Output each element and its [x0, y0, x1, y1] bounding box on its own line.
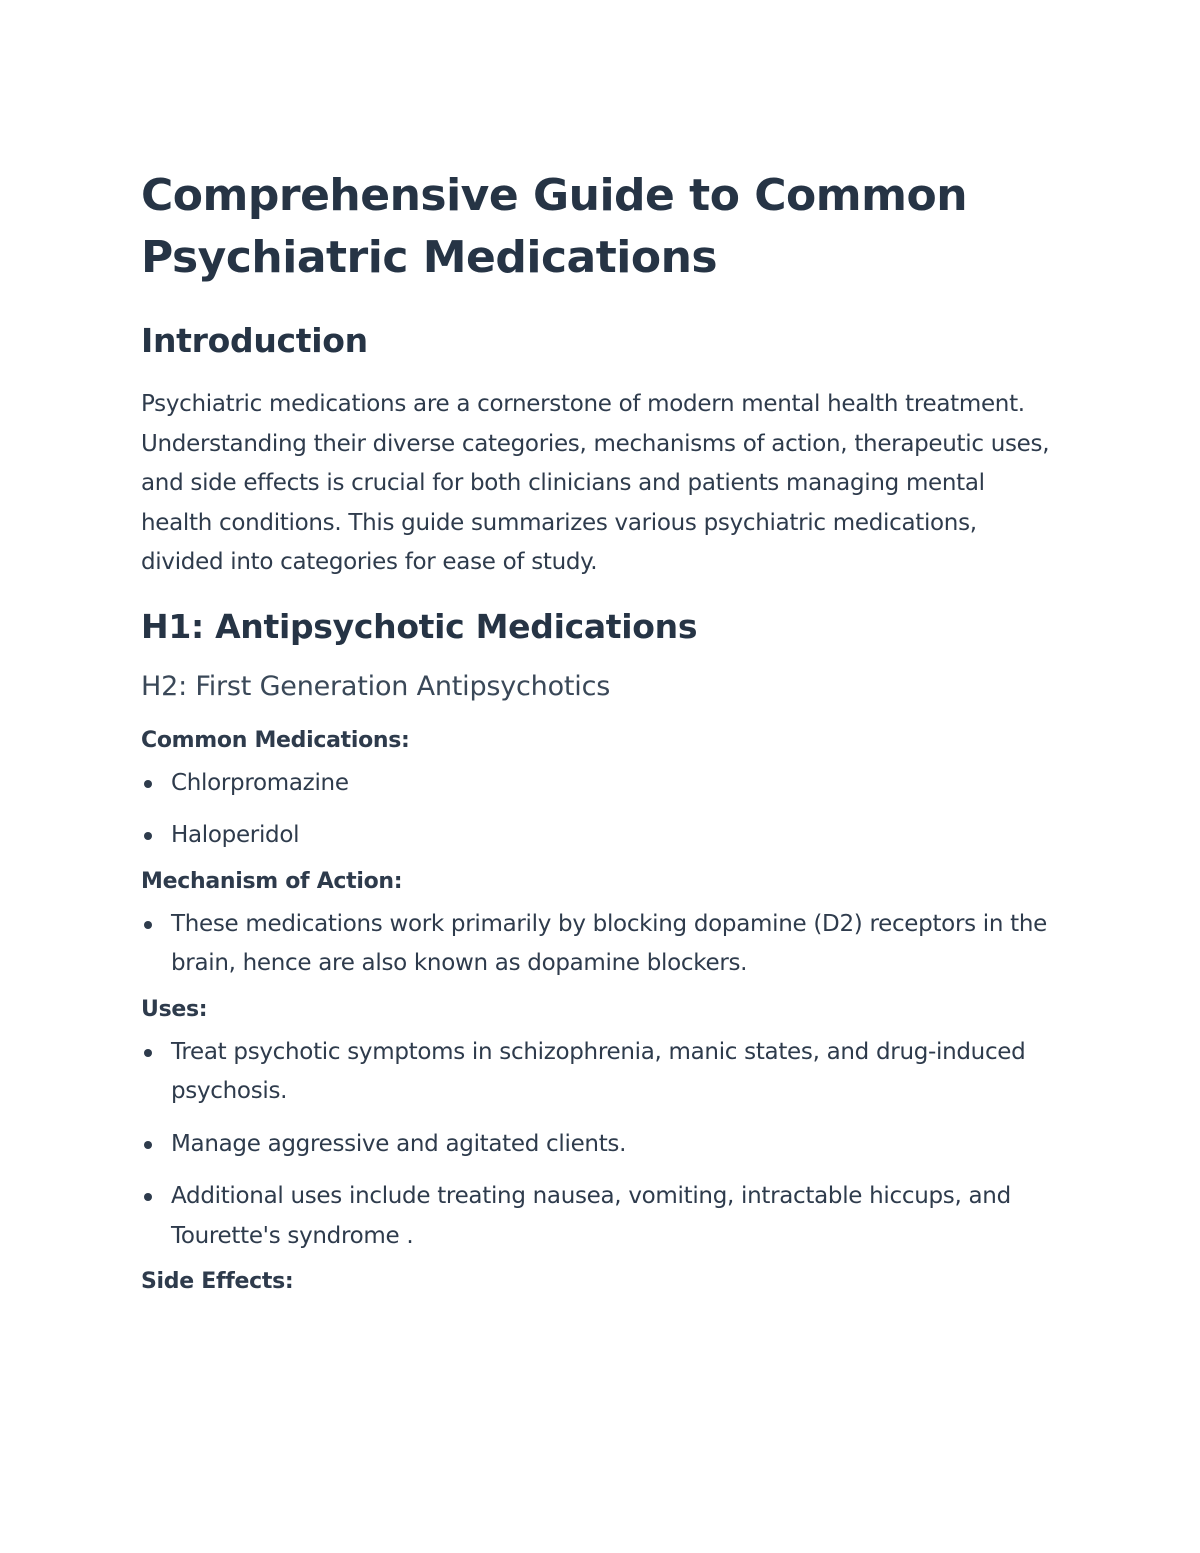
list-item: Additional uses include treating nausea, vomiting, intractable hiccups, and Tourette's syndrome . — [141, 1177, 1061, 1256]
introduction-paragraph: Psychiatric medications are a cornerstone of modern mental health treatment. Understanding their diverse categories, mechanisms of action, therapeutic uses, and side effects is crucial for both clinicians and patients managing mental health conditions. This guide summarizes various psychiatric medications, divided into categories for ease of study. — [141, 391, 1050, 575]
common-medications-list — [141, 764, 1061, 856]
document-title: Comprehensive Guide to Common Psychiatric Medications — [141, 170, 968, 283]
bullet-icon — [144, 780, 152, 788]
list-item: These medications work primarily by blocking dopamine (D2) receptors in the brain, hence are also known as dopamine blockers. — [141, 905, 1061, 984]
mechanism-label: Mechanism of Action: — [141, 868, 403, 894]
side-effects-label: Side Effects: — [141, 1269, 294, 1294]
list-item: Manage aggressive and agitated clients. — [141, 1125, 1061, 1165]
uses-label: Uses: — [141, 996, 208, 1022]
bullet-icon — [144, 921, 152, 929]
bullet-icon — [144, 832, 152, 840]
antipsychotics-heading: H1: Antipsychotic Medications — [141, 606, 698, 646]
document-page — [141, 165, 1061, 1297]
bullet-icon — [144, 1141, 152, 1149]
first-generation-heading: H2: First Generation Antipsychotics — [141, 670, 611, 702]
bullet-icon — [144, 1049, 152, 1057]
list-item: Chlorpromazine — [141, 764, 1061, 804]
bullet-icon — [144, 1193, 152, 1201]
introduction-heading: Introduction — [141, 321, 368, 360]
list-item: Treat psychotic symptoms in schizophrenia, manic states, and drug-induced psychosis. — [141, 1033, 1061, 1112]
common-medications-label: Common Medications: — [141, 727, 410, 753]
uses-list — [141, 1033, 1061, 1257]
list-item: Haloperidol — [141, 816, 1061, 856]
mechanism-list — [141, 905, 1061, 984]
